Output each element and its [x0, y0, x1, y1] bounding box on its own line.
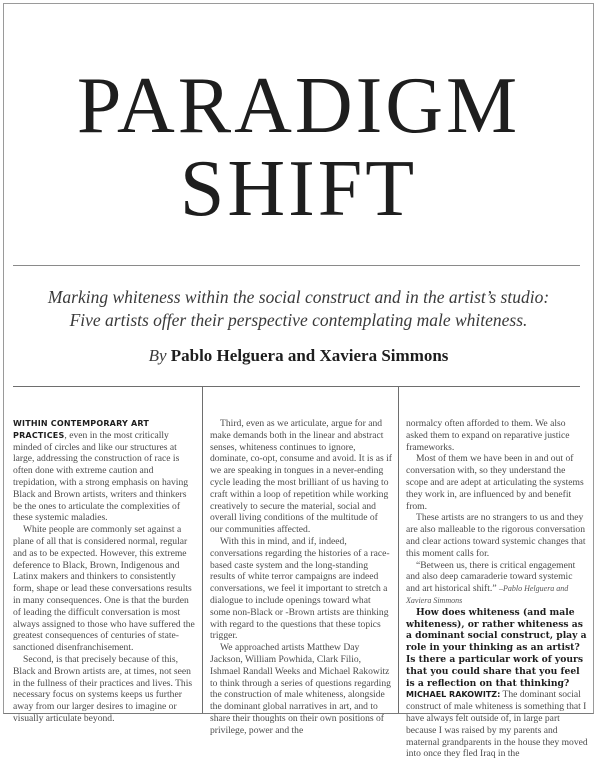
- body-top-divider: [13, 386, 580, 387]
- body-column-1: [13, 418, 196, 725]
- speaker-name: MICHAEL RAKOWITZ:: [406, 690, 501, 700]
- lead-in: WITHIN CONTEMPORARY ART PRACTICES: [13, 419, 150, 440]
- headline-line-2: SHIFT: [179, 145, 418, 233]
- column-divider-2: [398, 387, 399, 713]
- answer-text: The dominant social construct of male whiteness is something that I have always felt outside of, in large part because I was raised by my parents and maternal grandparents in the house they moved into once they fled Iraq in the: [406, 689, 588, 760]
- deck-subtitle: [4, 286, 593, 332]
- body-column-3: [406, 418, 588, 760]
- magazine-page: [3, 3, 594, 760]
- quote-text: “Between us, there is critical engagement and also deep camaraderie toward systemic and art historical shift.”: [406, 559, 576, 595]
- paragraph: We approached artists Matthew Day Jackson, William Powhida, Clark Filio, Ishmael Randall Weeks and Michael Rakowitz to think through a series of questions regarding the construction of male whiteness, alongside the dominant global narratives in art, and to share their thoughts on their own positions of privilege, power and the: [210, 642, 391, 736]
- column-divider-1: [202, 387, 203, 713]
- paragraph: White people are commonly set against a plane of all that is considered normal, regular and as to be expected. However, this extreme deference to Black, Brown, Indigenous and Latinx makers and thinkers to consistently form, shape or lead these conversations results in many consequences. One is that the burden of leading the difficult conversation is most always assigned to those who have suffered the greatest consequences of centuries of state-sanctioned disenfranchisement.: [13, 524, 195, 654]
- body-column-2: [210, 418, 392, 737]
- byline-prefix: By: [148, 346, 167, 365]
- deck-line-1: Marking whiteness within the social construct and in the artist’s studio:: [47, 287, 550, 307]
- paragraph-text: , even in the most critically minded of circles and like our structures at large, addressing the construction of race is often done with extreme caution and trepidation, with a strong emphasis on having Black and Brown artists, writers and thinkers be the ones to articulate the complexities of these systemic maladies.: [13, 429, 189, 524]
- interview-answer: [406, 689, 588, 760]
- byline: [4, 346, 593, 366]
- interview-question: How does whiteness (and male whiteness), or rather whiteness as a dominant social construct, play a role in your thinking as an artist? Is there a particular work of yours that you could share that you feel is a reflection on that thinking?: [406, 606, 587, 689]
- header-divider: [13, 265, 580, 266]
- paragraph: With this in mind, and if, indeed, conversations regarding the histories of a race-based caste system and the long-standing results of white terror campaigns are indeed conversations, we feel it important to stretch a dialogue to include openings toward what some non-Black or -Brown artists are thinking with regard to the questions that these topics trigger.: [210, 535, 390, 642]
- paragraph: [13, 418, 196, 524]
- deck-line-2: Five artists offer their perspective contemplating male whiteness.: [69, 310, 528, 330]
- paragraph: Third, even as we articulate, argue for and make demands both in the linear and abstract senses, whiteness continues to ignore, dominate, co-opt, consume and avoid. It is as if we are speaking in tongues in a never-ending cycle leading the most brilliant of us having to craft within a loop of repetition while working creatively to secure the material, social and overall living conditions of the multitude of our communities affected.: [210, 418, 392, 536]
- paragraph: normalcy often afforded to them. We also asked them to expand on reparative justice frameworks.: [406, 418, 570, 453]
- quote-paragraph: [406, 560, 588, 607]
- headline-line-1: PARADIGM: [76, 62, 521, 150]
- paragraph: Second, is that precisely because of this, Black and Brown artists are, at times, not seen in the fullness of their practices and lives. This necessary focus on systems keeps us further away from our larger desires to imagine or visually articulate beyond.: [13, 653, 193, 724]
- paragraph: These artists are no strangers to us and they are also malleable to the rigorous conversation and clear actions toward systemic changes that this moment calls for.: [406, 512, 586, 559]
- paragraph: Most of them we have been in and out of conversation with, so they understand the scope and are adept at articulating the systems they work in, are influenced by and benefit from.: [406, 453, 584, 512]
- byline-authors: Pablo Helguera and Xaviera Simmons: [170, 346, 449, 365]
- quote-attribution: –Pablo Helguera and Xaviera Simmons: [406, 584, 569, 605]
